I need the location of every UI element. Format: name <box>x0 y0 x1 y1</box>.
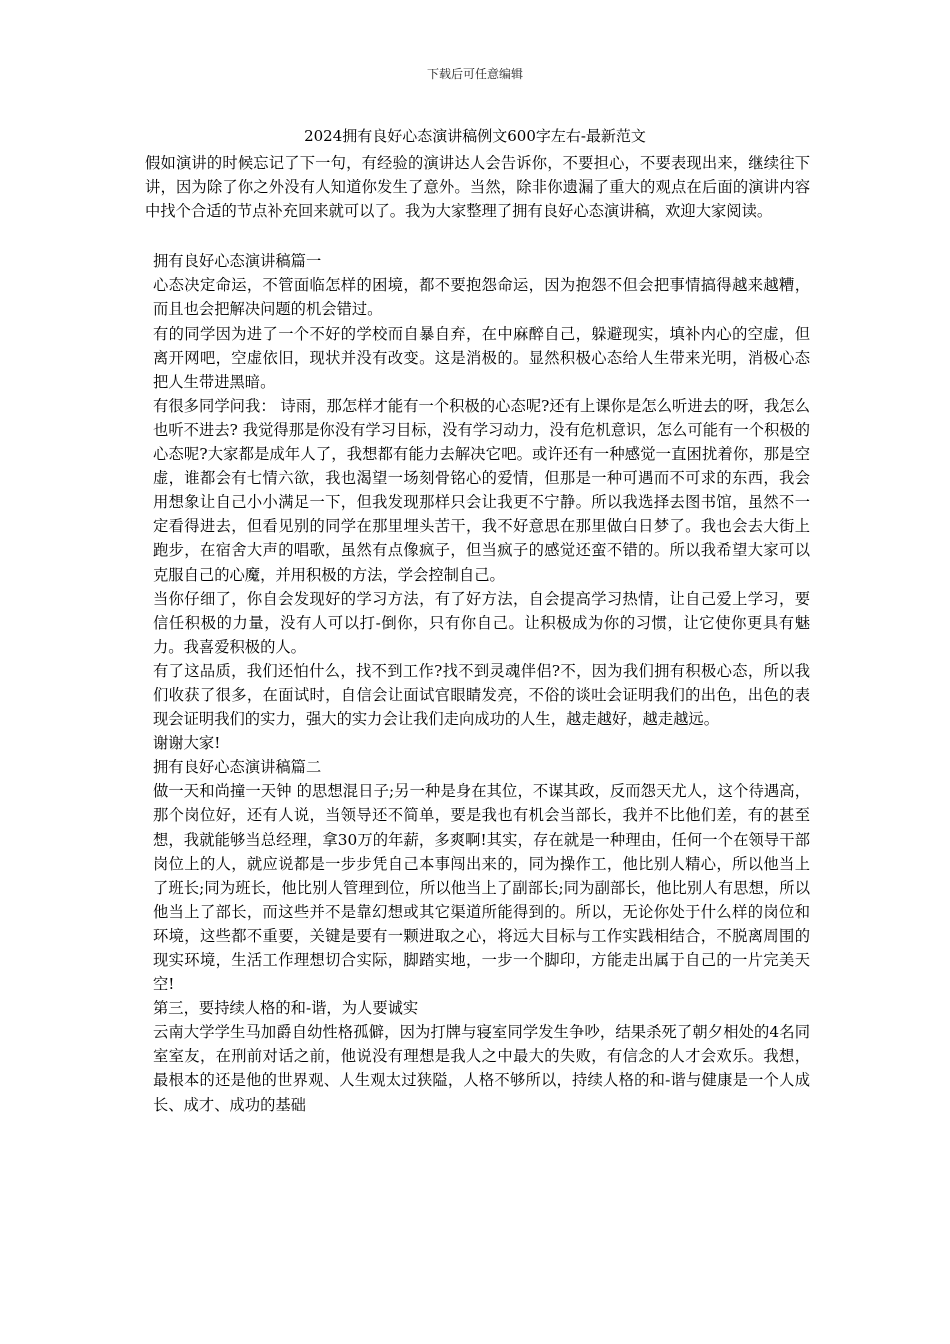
body-paragraph: 有很多同学问我： 诗雨，那怎样才能有一个积极的心态呢?还有上课你是怎么听进去的呀，我怎么也听不进去? 我觉得那是你没有学习目标，没有学习动力，没有危机意识，怎么可能有一个积极的心态呢?大家都是成年人了，我想都有能力去解决它吧。或许还有一种感觉一直困扰着你，那是空虚，谁都会有七情六欲，我也渴望一场刻骨铭心的爱情，但那是一种可遇而不可求的东西，我会用想象让自己小小满足一下，但我发现那样只会让我更不宁静。所以我选择去图书馆，虽然不一定看得进去，但看见别的同学在那里埋头苦干，我不好意思在那里做白日梦了。我也会去大街上跑步，在宿舍大声的唱歌，虽然有点像疯子，但当疯子的感觉还蛮不错的。所以我希望大家可以克服自己的心魔，并用积极的方法，学会控制自己。 <box>153 396 810 584</box>
body-paragraph: 当你仔细了，你自会发现好的学习方法，有了好方法，自会提高学习热情，让自己爱上学习，要信任积极的力量，没有人可以打-倒你，只有你自己。让积极成为你的习惯，让它使你更具有魅力。我喜爱积极的人。 <box>153 589 810 656</box>
section-heading-part-two: 拥有良好心态演讲稿篇二 <box>153 758 322 777</box>
section-heading-part-one: 拥有良好心态演讲稿篇一 <box>153 252 322 271</box>
body-paragraph: 心态决定命运，不管面临怎样的困境，都不要抱怨命运，因为抱怨不但会把事情搞得越来越糟，而且也会把解决问题的机会错过。 <box>153 276 810 319</box>
document-body <box>145 151 810 1117</box>
document-title: 2024拥有良好心态演讲稿例文600字左右-最新范文 <box>304 127 646 145</box>
paragraph-spacer <box>145 223 810 247</box>
body-paragraph: 有了这品质，我们还怕什么，找不到工作?找不到灵魂伴侣?不，因为我们拥有积极心态，所以我们收获了很多，在面试时，自信会让面试官眼睛发亮，不俗的谈吐会证明我们的出色，出色的表现会证明我们的实力，强大的实力会让我们走向成功的人生，越走越好，越走越远。 <box>153 661 810 729</box>
closing-thanks: 谢谢大家! <box>153 734 221 753</box>
subheading-point-three: 第三，要持续人格的和-谐，为人要诚实 <box>153 999 419 1018</box>
body-paragraph: 有的同学因为进了一个不好的学校而自暴自弃，在中麻醉自己，躲避现实，填补内心的空虚，但离开网吧，空虚依旧，现状并没有改变。这是消极的。显然积极心态给人生带来光明，消极心态把人生带进黑暗。 <box>153 324 810 391</box>
body-paragraph: 云南大学学生马加爵自幼性格孤僻，因为打牌与寝室同学发生争吵，结果杀死了朝夕相处的4名同室室友，在刑前对话之前，他说没有理想是我人之中最大的失败，有信念的人才会欢乐。我想，最根本的还是他的世界观、人生观太过狭隘，人格不够所以，持续人格的和-谐与健康是一个人成长、成才、成功的基础 <box>153 1023 810 1114</box>
body-paragraph: 做一天和尚撞一天钟 的思想混日子;另一种是身在其位，不谋其政，反而怨天尤人，这个待遇高，那个岗位好，还有人说，当领导还不简单，要是我也有机会当部长，我并不比他们差，有的甚至想，我就能够当总经理，拿30万的年薪，多爽啊!其实，存在就是一种理由，任何一个在领导干部岗位上的人，就应说都是一步步凭自己本事闯出来的，同为操作工，他比别人精心，所以他当上了班长;同为班长，他比别人管理到位，所以他当上了副部长;同为副部长，他比别人有思想，所以他当上了部长，而这些并不是靠幻想或其它渠道所能得到的。所以，无论你处于什么样的岗位和环境，这些都不重要，关键是要有一颗进取之心，将远大目标与工作实践相结合，不脱离周围的现实环境，生活工作理想切合实际，脚踏实地，一步一个脚印，方能走出属于自己的一片完美天空! <box>153 782 810 994</box>
page-header-note: 下载后可任意编辑 <box>426 67 523 81</box>
intro-paragraph: 假如演讲的时候忘记了下一句，有经验的演讲达人会告诉你，不要担心，不要表现出来，继续往下讲，因为除了你之外没有人知道你发生了意外。当然，除非你遗漏了重大的观点在后面的演讲内容中找个合适的节点补充回来就可以了。我为大家整理了拥有良好心态演讲稿，欢迎大家阅读。 <box>145 154 810 221</box>
